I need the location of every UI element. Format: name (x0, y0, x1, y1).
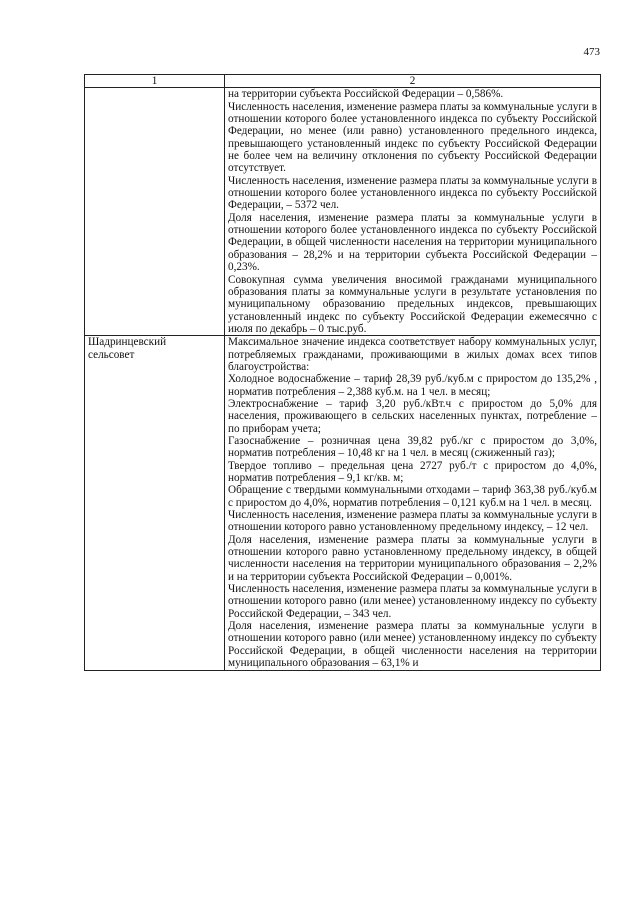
description-cell (225, 336, 601, 670)
paragraph: Доля населения, изменение размера платы за коммунальные услуги в отношении которого равно установленному предельному индексу, в общей численности населения на территории муниципального образования – 2,2% и на территории субъекта Российской Федерации – 0,001%. (228, 533, 597, 583)
table-row (85, 336, 601, 670)
paragraph: Холодное водоснабжение – тариф 28,39 руб./куб.м с приростом до 135,2% , норматив потребления – 2,388 куб.м. на 1 чел. в месяц; (228, 373, 597, 398)
paragraph: Доля населения, изменение размера платы за коммунальные услуги в отношении которого равно (или менее) установленному индексу по субъекту Российской Федерации, в общей численности населения на территории муниципального образования – 63,1% и (228, 620, 597, 670)
paragraph: Твердое топливо – предельная цена 2727 руб./т с приростом до 4,0%, норматив потребления – 9,1 кг/кв. м; (228, 459, 597, 484)
municipality-name-line: сельсовет (88, 348, 135, 361)
column-header-2: 2 (225, 75, 601, 88)
table-row (85, 88, 601, 336)
paragraph: Обращение с твердыми коммунальными отходами – тариф 363,38 руб./куб.м с приростом до 4,0%, норматив потребления – 0,121 куб.м на 1 чел. в месяц. (228, 484, 597, 509)
municipality-name-line: Шадринцевский (88, 336, 167, 349)
municipality-cell (85, 88, 225, 336)
paragraph: Максимальное значение индекса соответствует набору коммунальных услуг, потребляемых гражданами, проживающими в жилых домах всех типов благоустройства: (228, 336, 597, 373)
paragraph: Электроснабжение – тариф 3,20 руб./кВт.ч с приростом до 5,0% для населения, проживающего в сельских населенных пунктах, потребление – по приборам учета; (228, 397, 597, 435)
municipality-cell (85, 336, 225, 670)
document-table (84, 74, 601, 671)
description-cell (225, 88, 601, 336)
table-header-row (85, 75, 601, 88)
paragraph: Газоснабжение – розничная цена 39,82 руб./кг с приростом до 3,0%, норматив потребления – 10,48 кг на 1 чел. в месяц (сжиженный газ); (228, 434, 597, 460)
page-number: 473 (583, 46, 600, 58)
column-header-1: 1 (85, 75, 225, 88)
paragraph: Численность населения, изменение размера платы за коммунальные услуги в отношении которого более установленного индекса по субъекту Российской Федерации, – 5372 чел. (228, 174, 597, 212)
paragraph: Доля населения, изменение размера платы за коммунальные услуги в отношении которого более установленного индекса по субъекту Российской Федерации, в общей численности населения на территории муниципального образования – 28,2% и на территории субъекта Российской Федерации – 0,23%. (228, 211, 597, 274)
paragraph: Численность населения, изменение размера платы за коммунальные услуги в отношении которого более установленного индекса по субъекту Российской Федерации, но менее (или равно) установленного предельного индекса, превышающего установленный индекс по субъекту Российской Федерации не более чем на величину отклонения по субъекту Российской Федерации отсутствует. (228, 100, 597, 175)
paragraph: на территории субъекта Российской Федерации – 0,586%. (228, 88, 504, 101)
paragraph: Совокупная сумма увеличения вносимой гражданами муниципального образования платы за коммунальные услуги в результате установления по муниципальному образованию предельных индексов, превышающих установленный индекс по субъекту Российской Федерации ежемесячно с июля по декабрь – 0 тыс.руб. (228, 273, 597, 335)
paragraph: Численность населения, изменение размера платы за коммунальные услуги в отношении которого равно (или менее) установленному индексу по субъекту Российской Федерации, – 343 чел. (228, 583, 597, 620)
paragraph: Численность населения, изменение размера платы за коммунальные услуги в отношении которого равно установленному предельному индексу, – 12 чел. (228, 509, 597, 534)
